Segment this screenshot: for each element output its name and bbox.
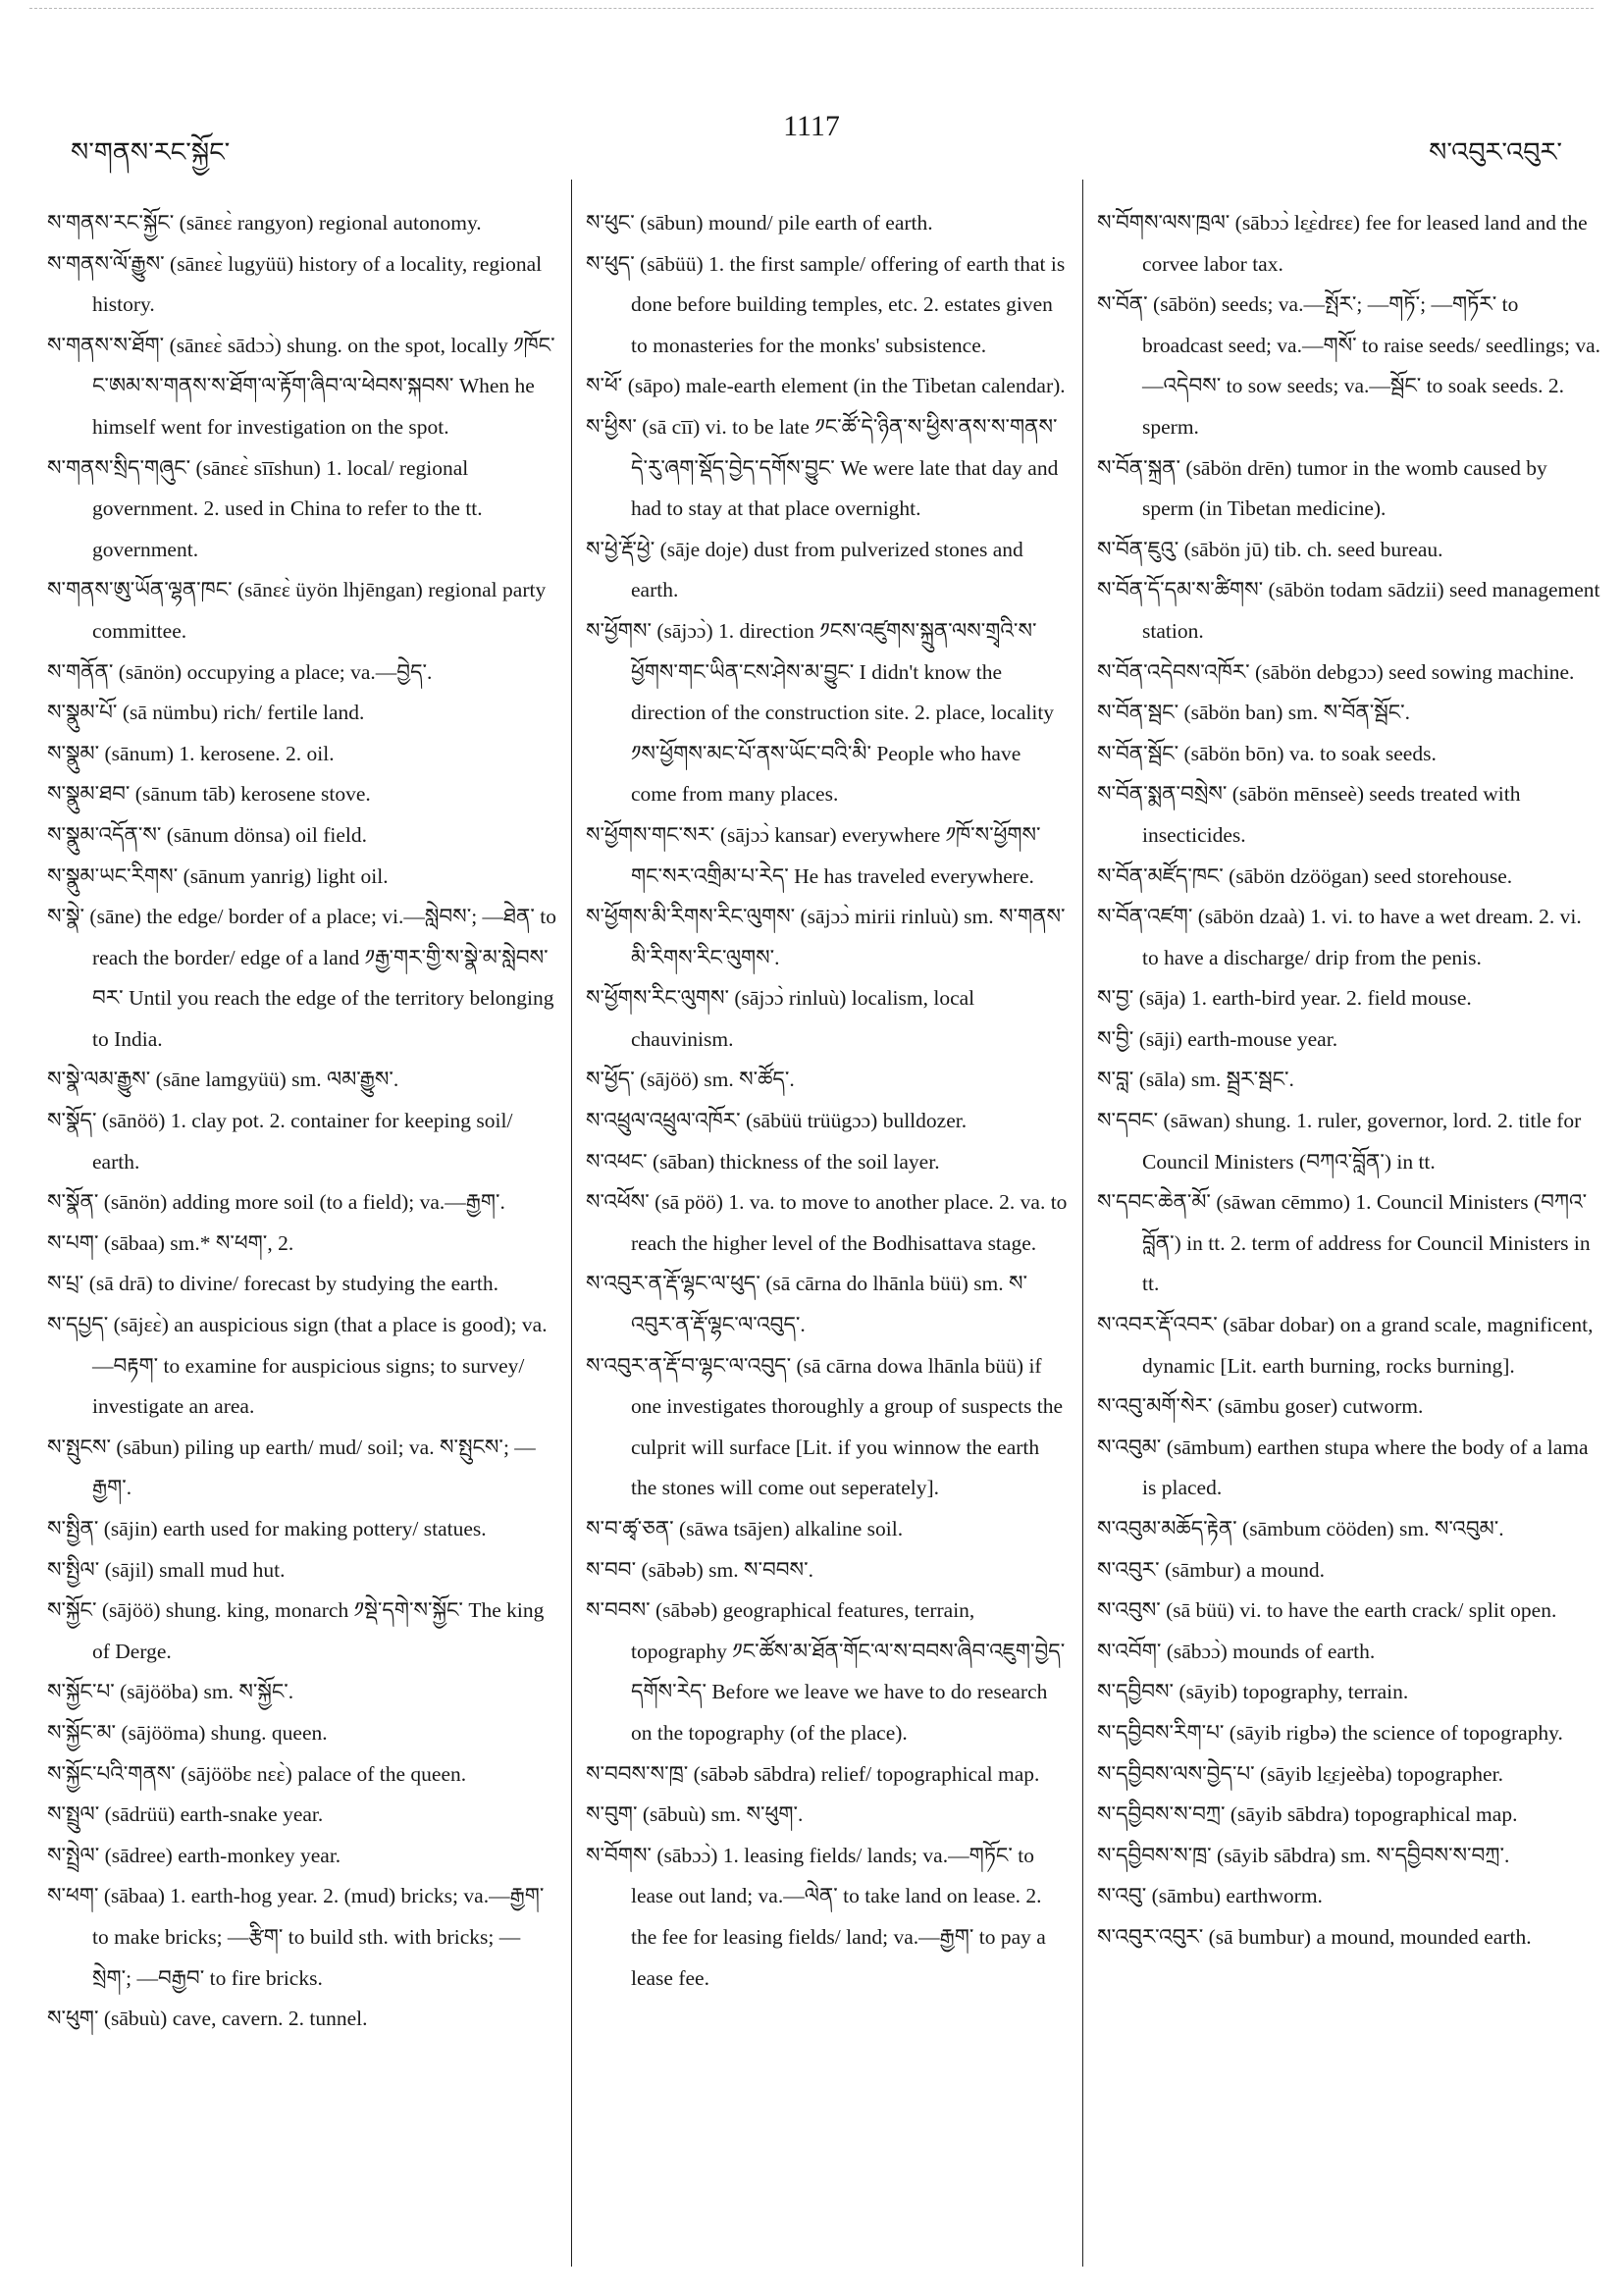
dictionary-entry: ས་སྤྲེལ་ (sādree) earth-monkey year. — [47, 1843, 341, 1867]
dictionary-entry: ས་བོན་སྦང་ (sābön ban) sm. ས་བོན་སྦོང་. — [1097, 701, 1411, 725]
dictionary-entry: ས་སྤུངས་ (sābun) piling up earth/ mud/ soil; va. ས་སྤུངས་; —རྒྱག་. — [47, 1435, 536, 1500]
entry-column-2 — [586, 203, 1069, 2254]
dictionary-entry: ས་སྐྱོང་པ་ (sājööba) sm. ས་སྐྱོང་. — [47, 1680, 294, 1704]
scan-edge-line — [29, 8, 1594, 9]
dictionary-entry: ས་སྐྱོང་ (sājöö) shung. king, monarch ༡སྡེ་དགེ་ས་སྐྱོང་ The king of Derge. — [47, 1598, 545, 1663]
dictionary-entry: ས་སྐྱོང་པའི་གནས་ (sājööbɛ nɛɛ̀) palace of the queen. — [47, 1761, 467, 1786]
dictionary-entry: ས་བོན་དོ་དམ་ས་ཚིགས་ (sābön todam sādzii) seed management station. — [1097, 578, 1600, 643]
dictionary-entry: ས་བྱ་ (sāja) 1. earth-bird year. 2. field mouse. — [1097, 986, 1472, 1011]
dictionary-entry: ས་འབུ་མགོ་སེར་ (sāmbu goser) cutworm. — [1097, 1394, 1424, 1419]
entry-column-3 — [1097, 203, 1601, 2254]
dictionary-entry: ས་བོན་ཇུའུ་ (sābön jū) tib. ch. seed bureau. — [1097, 537, 1443, 561]
dictionary-entry: ས་ཕྱོད་ (sājöö) sm. ས་ཚོད་. — [586, 1068, 795, 1092]
dictionary-entry: ས་འཕོས་ (sā pöö) 1. va. to move to another place. 2. va. to reach the higher level of the Bodhisattava stage. — [586, 1190, 1068, 1255]
dictionary-entry: ས་བོགས་ལས་ཁྲལ་ (sābɔɔ̀ lɛ̱ɛ̀drɛɛ) fee for leased land and the corvee labor tax. — [1097, 211, 1588, 276]
page-number: 1117 — [783, 110, 840, 142]
dictionary-entry: ས་ཕུང་ (sābun) mound/ pile earth of earth. — [586, 211, 933, 235]
dictionary-entry: ས་འཕང་ (sāban) thickness of the soil layer. — [586, 1149, 940, 1174]
dictionary-entry: ས་སྣུམ་ (sānum) 1. kerosene. 2. oil. — [47, 741, 335, 765]
dictionary-entry: ས་ཕོ་ (sāpo) male-earth element (in the Tibetan calendar). — [586, 374, 1066, 398]
dictionary-entry: ས་འབར་རྡོ་འབར་ (sābar dobar) on a grand scale, magnificent, dynamic [Lit. earth burning, rocks burning]. — [1097, 1313, 1594, 1378]
dictionary-entry: ས་འབུ་ (sāmbu) earthworm. — [1097, 1884, 1323, 1908]
dictionary-entry: ས་སྤྱིལ་ (sājil) small mud hut. — [47, 1557, 286, 1582]
dictionary-entry: ས་གནས་ལོ་རྒྱུས་ (sānɛɛ̀ lugyüü) history of a locality, regional history. — [47, 251, 543, 317]
column-divider — [1082, 180, 1083, 2267]
dictionary-entry: ས་དབྱིབས་ལས་བྱེད་པ་ (sāyib lɛ̱ɛjeèba) topographer. — [1097, 1761, 1503, 1786]
dictionary-entry: ས་སྤྱིན་ (sājin) earth used for making pottery/ statues. — [47, 1517, 487, 1540]
dictionary-entry: ས་སྣེ་ (sāne) the edge/ border of a place; vi.—སླེབས་; —ཐེན་ to reach the border/ edge of a land ༡རྒྱ་གར་གྱི་ས་སྣེ་མ་སླེབས་བར་ Until you reach the edge of the territory belonging to India. — [47, 905, 556, 1051]
dictionary-entry: ས་བོན་སྦོང་ (sābön bōn) va. to soak seeds. — [1097, 741, 1437, 765]
running-head-right: ས་འབུར་འབུར་ — [1429, 137, 1562, 167]
column-divider — [571, 180, 572, 2267]
dictionary-entry: ས་དབང་ཆེན་མོ་ (sāwan cēmmo) 1. Council Ministers (བཀའ་བློན་) in tt. 2. term of address for Council Ministers in tt. — [1097, 1190, 1591, 1296]
dictionary-entry: ས་ཕྱིས་ (sā cīī) vi. to be late ༡ང་ཚོ་དེ་ཉིན་ས་ཕྱིས་ནས་ས་གནས་དེ་རུ་ཞག་སྡོད་བྱེད་དགོས་བྱུང་ We were late that day and had to stay at that place overnight. — [586, 414, 1059, 521]
dictionary-entry: ས་དབང་ (sāwan) shung. 1. ruler, governor, lord. 2. title for Council Ministers (བཀའ་བློན་) in tt. — [1097, 1109, 1582, 1174]
dictionary-entry: ས་གནས་ས་ཐོག་ (sānɛɛ̀ sādɔɔ̀) shung. on the spot, locally ༡ཁོང་ང་ཨམ་ས་གནས་ས་ཐོག་ལ་རྟོག་ཞིབ་ལ་ཕེབས་སྐབས་ When he himself went for investigation on the spot. — [47, 333, 555, 439]
dictionary-entry: ས་ཕྱོགས་ (sājɔɔ̀) 1. direction ༡ངས་འཛུགས་སྐྲུན་ལས་གྲྭའི་ས་ཕྱོགས་གང་ཡིན་ངས་ཤེས་མ་བྱུང་ I didn't know the direction of the construction site. 2. place, locality ༡ས་ཕྱོགས་མང་པོ་ནས་ཡོང་བའི་མི་ People who have come from many places. — [586, 618, 1055, 807]
dictionary-entry: ས་འབོག་ (sābɔɔ̀) mounds of earth. — [1097, 1639, 1376, 1663]
dictionary-entry: ས་བོན་འདེབས་འཁོར་ (sābön debgɔɔ) seed sowing machine. — [1097, 659, 1575, 684]
dictionary-entry: ས་སྣུམ་ཡང་རིགས་ (sānum yanrig) light oil. — [47, 863, 389, 888]
dictionary-entry: ས་བབས་ (sābəb) geographical features, terrain, topography ༡ང་ཚོས་མ་ཐོན་གོང་ལ་ས་བབས་ཞིབ་འཇུག་བྱེད་དགོས་རེད་ Before we leave we have to do research on the topography (of the place). — [586, 1598, 1066, 1745]
dictionary-entry: ས་འབུམ་ (sāmbum) earthen stupa where the body of a lama is placed. — [1097, 1435, 1589, 1500]
dictionary-entry: ས་ཕྱོགས་མི་རིགས་རིང་ལུགས་ (sājɔɔ̀ mirii rinluù) sm. ས་གནས་མི་རིགས་རིང་ལུགས་. — [586, 905, 1066, 969]
entry-column-1 — [47, 203, 557, 2254]
dictionary-entry: ས་སྣེ་ལམ་རྒྱུས་ (sāne lamgyüü) sm. ལམ་རྒྱུས་. — [47, 1068, 399, 1092]
dictionary-entry: ས་ཕྱོགས་གང་སར་ (sājɔɔ̀ kansar) everywhere ༡ཁོ་ས་ཕྱོགས་གང་སར་འགྲིམ་པ་རེད་ He has traveled everywhere. — [586, 822, 1041, 888]
dictionary-entry: ས་འབུར་འབུར་ (sā bumbur) a mound, mounded earth. — [1097, 1924, 1532, 1949]
dictionary-entry: ས་སྤྲུལ་ (sādrüü) earth-snake year. — [47, 1802, 324, 1827]
dictionary-entry: ས་པྲ་ (sā drā) to divine/ forecast by studying the earth. — [47, 1272, 499, 1296]
dictionary-entry: ས་འབུར་ན་རྡོ་བ་ལྷང་ལ་འབུད་ (sā cārna dowa lhānla büü) if one investigates thoroughly a group of suspects the culprit will surface [Lit. if you winnow the earth the stones will come out seperately]. — [586, 1353, 1064, 1500]
dictionary-entry: ས་དཔྱད་ (sājɛɛ̀) an auspicious sign (that a place is good); va.—བརྟག་ to examine for auspicious signs; to survey/ investigate an area. — [47, 1313, 548, 1419]
dictionary-entry: ས་འབུར་ (sāmbur) a mound. — [1097, 1557, 1325, 1582]
dictionary-entry: ས་གནས་ཨུ་ཡོན་ལྷན་ཁང་ (sānɛɛ̀ üyön lhjēngan) regional party committee. — [47, 578, 547, 643]
dictionary-entry: ས་ཕུད་ (sābüü) 1. the first sample/ offering of earth that is done before building temples, etc. 2. estates given to monasteries for the monks' subsistence. — [586, 251, 1066, 357]
dictionary-entry: ས་བོན་མཛོད་ཁང་ (sābön dzöögan) seed storehouse. — [1097, 863, 1513, 888]
dictionary-entry: ས་བོགས་ (sābɔɔ̀) 1. leasing fields/ lands; va.—གཏོང་ to lease out land; va.—ལེན་ to take land on lease. 2. the fee for leasing fields/ land; va.—རྒྱག་ to pay a lease fee. — [586, 1843, 1046, 1990]
running-head-left: ས་གནས་རང་སྐྱོང་ — [71, 137, 231, 167]
dictionary-entry: ས་བོན་སྐྲན་ (sābön drēn) tumor in the womb caused by sperm (in Tibetan medicine). — [1097, 455, 1547, 521]
dictionary-entry: ས་གནས་སྲིད་གཞུང་ (sānɛɛ̀ sīīshun) 1. local/ regional government. 2. used in China to refer to the tt. government. — [47, 455, 483, 561]
dictionary-entry: ས་དབྱིབས་ (sāyib) topography, terrain. — [1097, 1680, 1409, 1704]
dictionary-entry: ས་བབས་ས་ཁྲ་ (sābəb sābdra) relief/ topographical map. — [586, 1761, 1040, 1786]
dictionary-entry: ས་གནས་རང་སྐྱོང་ (sānɛɛ̀ rangyon) regional autonomy. — [47, 211, 482, 235]
dictionary-entry: ས་སྣོན་ (sānön) adding more soil (to a field); va.—རྒྱག་. — [47, 1190, 505, 1215]
dictionary-entry: ས་འབུམ་མཆོད་རྟེན་ (sāmbum cööden) sm. ས་འབུམ་. — [1097, 1517, 1504, 1540]
dictionary-entry: ས་གནོན་ (sānön) occupying a place; va.—བྱེད་. — [47, 659, 433, 684]
dictionary-entry: ས་བོན་སྨན་བསྲེས་ (sābön mēnseè) seeds treated with insecticides. — [1097, 782, 1521, 847]
dictionary-entry: ས་ཕྱོགས་རིང་ལུགས་ (sājɔɔ̀ rinluù) localism, local chauvinism. — [586, 986, 975, 1051]
dictionary-entry: ས་ཕྱེ་རྡོ་ཕྱེ་ (sāje doje) dust from pulverized stones and earth. — [586, 537, 1023, 602]
dictionary-entry: ས་སྣུམ་པོ་ (sā nümbu) rich/ fertile land. — [47, 701, 365, 725]
dictionary-entry: ས་སྣུམ་འདོན་ས་ (sānum dönsa) oil field. — [47, 822, 367, 847]
dictionary-entry: ས་པག་ (sābaa) sm.* ས་ཕག་, 2. — [47, 1230, 294, 1255]
dictionary-entry: ས་སྣུམ་ཐབ་ (sānum tāb) kerosene stove. — [47, 782, 371, 807]
dictionary-entry: ས་དབྱིབས་ས་བཀྲ་ (sāyib sābdra) topographical map. — [1097, 1802, 1518, 1827]
dictionary-entry: ས་བྱི་ (sāji) earth-mouse year. — [1097, 1026, 1338, 1051]
dictionary-entry: ས་འབུས་ (sā büü) vi. to have the earth crack/ split open. — [1097, 1598, 1557, 1623]
dictionary-entry: ས་ཕག་ (sābaa) 1. earth-hog year. 2. (mud) bricks; va.—རྒྱག་ to make bricks; —རྩིག་ to build sth. with bricks; —སྲེག་; —བརྒྱབ་ to fire bricks. — [47, 1884, 545, 1990]
dictionary-entry: ས་བླ་ (sāla) sm. སྦྲར་སྦང་. — [1097, 1068, 1294, 1092]
dictionary-entry: ས་སྐྱོང་མ་ (sājööma) shung. queen. — [47, 1720, 328, 1745]
dictionary-entry: ས་དབྱིབས་ས་ཁྲ་ (sāyib sābdra) sm. ས་དབྱིབས་ས་བཀྲ་. — [1097, 1843, 1510, 1867]
dictionary-entry: ས་བོན་ (sābön) seeds; va.—སྤོར་; —གཏོ་; —གཏོར་ to broadcast seed; va.—གསོ་ to raise seeds/ seedlings; va.—འདེབས་ to sow seeds; va.—སྦོང་ to soak seeds. 2. sperm. — [1097, 292, 1601, 439]
dictionary-entry: ས་དབྱིབས་རིག་པ་ (sāyib rigbə) the science of topography. — [1097, 1720, 1563, 1745]
dictionary-entry: ས་བོན་འཛག་ (sābön dzaà) 1. vi. to have a wet dream. 2. vi. to have a discharge/ drip from the penis. — [1097, 905, 1582, 969]
dictionary-entry: ས་ཕུག་ (sābuù) cave, cavern. 2. tunnel. — [47, 2007, 368, 2031]
dictionary-entry: ས་འབུར་ན་རྡོ་ལྷང་ལ་ཕུད་ (sā cārna do lhānla büü) sm. ས་འབུར་ན་རྡོ་ལྷང་ལ་འབུད་. — [586, 1272, 1028, 1337]
dictionary-entry: ས་སྣོད་ (sānöö) 1. clay pot. 2. container for keeping soil/ earth. — [47, 1109, 513, 1174]
dictionary-entry: ས་བ་ཚྭ་ཅན་ (sāwa tsājen) alkaline soil. — [586, 1517, 904, 1540]
dictionary-entry: ས་བབ་ (sābəb) sm. ས་བབས་. — [586, 1557, 813, 1582]
dictionary-entry: ས་འཕྲུལ་འཕྲུལ་འཁོར་ (sābüü trüügɔɔ) bulldozer. — [586, 1109, 968, 1133]
dictionary-entry: ས་བུག་ (sābuù) sm. ས་ཕུག་. — [586, 1802, 804, 1827]
